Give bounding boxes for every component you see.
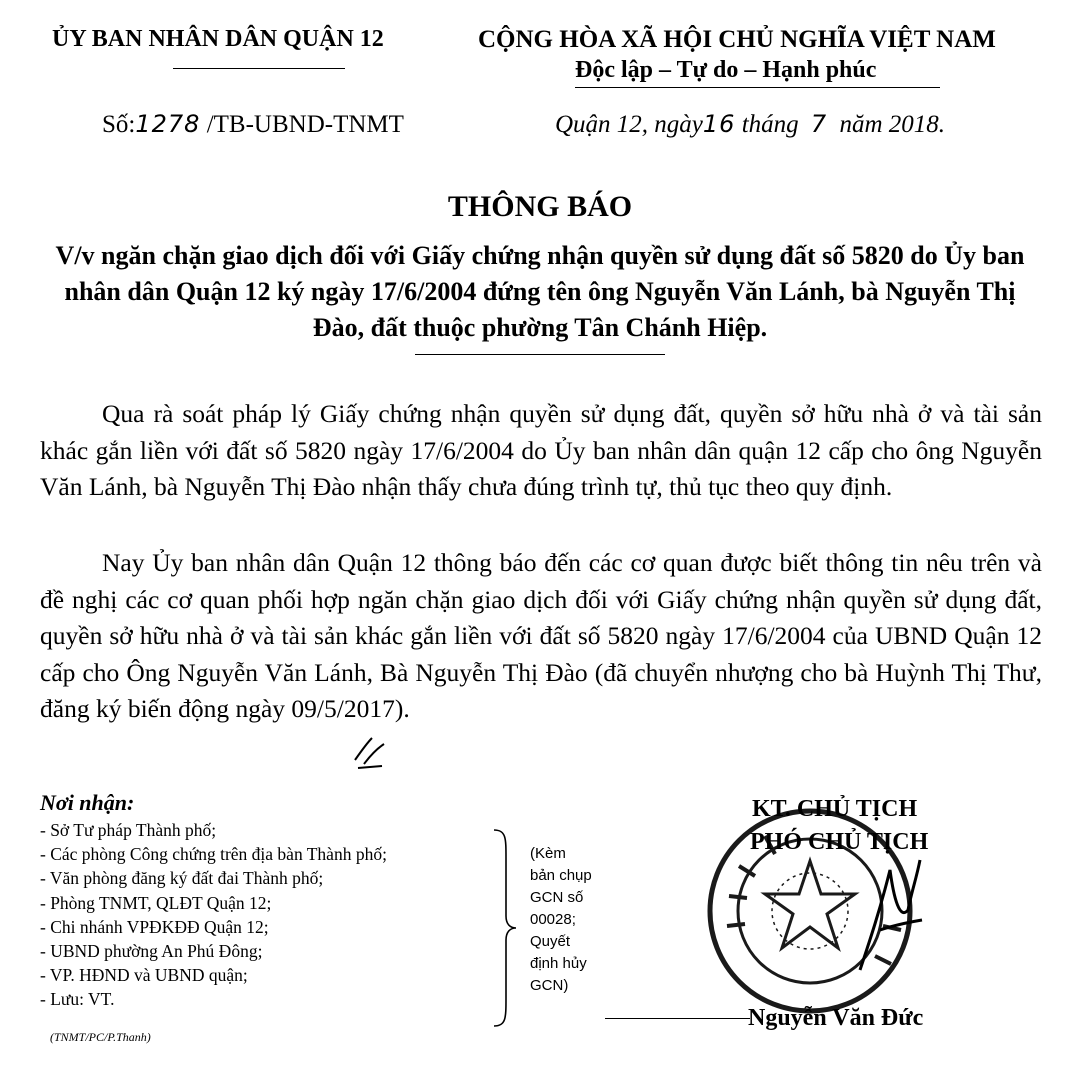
document-number xyxy=(102,110,404,139)
list-item: - Sở Tư pháp Thành phố; xyxy=(40,820,217,840)
handwritten-month: 7 xyxy=(810,110,828,138)
attachment-line: Quyết xyxy=(530,933,571,950)
signer-name: Nguyễn Văn Đức xyxy=(748,1005,924,1031)
attachment-line: bản chụp xyxy=(530,867,592,884)
body-paragraph-2: Nay Ủy ban nhân dân Quận 12 thông báo đến các cơ quan được biết thông tin nêu trên và đề nghị các cơ quan phối hợp ngăn chặn giao dịch đối với Giấy chứng nhận quyền sử dụng đất, quyền sở hữu nhà ở và tài sản khác gắn liền với đất số 5820 ngày 17/6/2004 của UBND Quận 12 cấp cho Ông Nguyễn Văn Lánh, Bà Nguyễn Thị Đào (đã chuyển nhượng cho bà Huỳnh Thị Thư, đăng ký biến động ngày 09/5/2017). xyxy=(40,548,1042,723)
list-item: - Lưu: VT. xyxy=(40,989,115,1010)
issue-date xyxy=(555,110,945,139)
signature-icon xyxy=(850,850,930,980)
issuing-agency: ỦY BAN NHÂN DÂN QUẬN 12 xyxy=(52,26,384,52)
body-paragraph-1: Qua rà soát pháp lý Giấy chứng nhận quyền sử dụng đất, quyền sở hữu nhà ở và tài sản khác gắn liền với đất số 5820 ngày 17/6/2004 do Ủy ban nhân dân quận 12 cấp cho ông Nguyễn Văn Lánh, bà Nguyễn Thị Đào nhận thấy chưa đúng trình tự, thủ tục theo quy định. xyxy=(40,399,1042,501)
recipients-list xyxy=(40,818,387,1012)
attachment-line: định hủy xyxy=(530,955,587,972)
attachment-line: GCN) xyxy=(530,977,569,994)
doc-number-suffix: /TB-UBND-TNMT xyxy=(206,111,404,138)
list-item: - Phòng TNMT, QLĐT Quận 12; xyxy=(40,892,272,913)
list-item: - Chi nhánh VPĐKĐĐ Quận 12; xyxy=(40,916,269,937)
list-item: - Văn phòng đăng ký đất đai Thành phố; xyxy=(40,868,324,889)
date-text-1: Quận 12, ngày xyxy=(555,111,703,138)
list-item: - VP. HĐND và UBND quận; xyxy=(40,965,248,986)
national-motto: Độc lập – Tự do – Hạnh phúc xyxy=(575,57,877,83)
brace-icon xyxy=(490,828,520,1028)
date-text-2: tháng xyxy=(741,111,799,138)
attachment-line: GCN số xyxy=(530,889,584,906)
date-text-3: năm 2018. xyxy=(839,111,945,138)
recipients-title: Nơi nhận: xyxy=(40,790,135,815)
handwritten-day: 16 xyxy=(702,110,736,138)
list-item: - UBND phường An Phú Đông; xyxy=(40,941,263,962)
subject-underline xyxy=(415,354,665,355)
agency-underline xyxy=(173,68,345,69)
doc-number-prefix: Số: xyxy=(102,111,136,138)
handwritten-doc-number: 1278 xyxy=(135,110,201,138)
document-subject: V/v ngăn chặn giao dịch đối với Giấy chứng nhận quyền sử dụng đất số 5820 do Ủy ban nhân dân Quận 12 ký ngày 17/6/2004 đứng tên ông Nguyễn Văn Lánh, bà Nguyễn Thị Đào, đất thuộc phường Tân Chánh Hiệp. xyxy=(55,241,1025,342)
national-title: CỘNG HÒA XÃ HỘI CHỦ NGHĨA VIỆT NAM xyxy=(478,26,996,53)
signer-role-line-1: KT. CHỦ TỊCH xyxy=(752,796,918,822)
signer-role-line-2: PHÓ CHỦ TỊCH xyxy=(750,829,929,855)
attachment-line: (Kèm xyxy=(530,845,566,862)
attachment-note xyxy=(530,843,592,997)
attachment-line: 00028; xyxy=(530,911,576,928)
signature-underline xyxy=(605,1018,750,1019)
drafter-initials: (TNMT/PC/P.Thanh) xyxy=(50,1030,151,1044)
initial-mark-icon xyxy=(350,730,390,775)
list-item: - Các phòng Công chứng trên địa bàn Thành phố; xyxy=(40,844,387,865)
motto-underline xyxy=(575,87,940,88)
document-title: THÔNG BÁO xyxy=(447,190,633,223)
